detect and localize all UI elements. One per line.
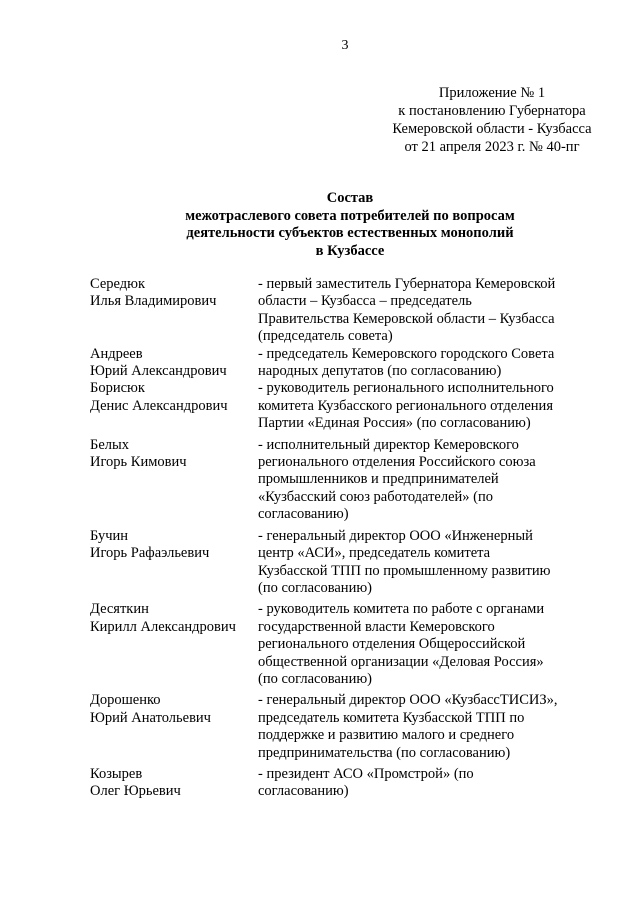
member-role-line: - генеральный директор ООО «КузбассТИСИЗ», (258, 692, 558, 709)
member-given-name: Денис Александрович (90, 397, 228, 414)
member-given-name: Кирилл Александрович (90, 618, 236, 635)
member-role (258, 692, 588, 762)
member-role (258, 528, 588, 598)
member-row (90, 276, 610, 346)
member-row (90, 346, 610, 381)
member-surname: Козырев (90, 765, 143, 782)
appendix-line: Приложение № 1 (438, 85, 546, 101)
member-role-line: согласованию) (258, 783, 349, 800)
member-role (258, 380, 588, 432)
member-role-line: согласованию) (258, 506, 349, 523)
member-role-line: общественной организации «Деловая Россия» (258, 653, 544, 670)
member-name (90, 528, 258, 598)
member-row (90, 692, 610, 762)
appendix-line: к постановлению Губернатора (398, 103, 586, 119)
member-given-name: Игорь Рафаэльевич (90, 545, 210, 562)
member-role-line: регионального отделения Общероссийской (258, 636, 526, 653)
member-role-line: - генеральный директор ООО «Инженерный (258, 527, 533, 544)
member-row (90, 380, 610, 432)
member-row (90, 601, 610, 688)
appendix-header (372, 84, 612, 156)
member-role-line: - президент АСО «Промстрой» (по (258, 765, 474, 782)
member-role-line: Партии «Единая Россия» (по согласованию) (258, 415, 531, 432)
member-role-line: - председатель Кемеровского городского Совета (258, 345, 555, 362)
member-surname: Дорошенко (90, 692, 161, 709)
document-title (150, 190, 550, 260)
member-surname: Белых (90, 436, 129, 453)
member-given-name: Игорь Кимович (90, 454, 187, 471)
member-role-line: - исполнительный директор Кемеровского (258, 436, 519, 453)
member-row (90, 437, 610, 524)
member-given-name: Юрий Анатольевич (90, 709, 211, 726)
member-name (90, 692, 258, 762)
member-surname: Середюк (90, 276, 146, 292)
member-surname: Десяткин (90, 601, 149, 618)
member-name (90, 276, 258, 346)
member-name (90, 601, 258, 688)
member-role-line: государственной власти Кемеровского (258, 618, 495, 635)
member-role-line: Правительства Кемеровской области – Кузбасса (258, 310, 555, 327)
member-given-name: Илья Владимирович (90, 293, 217, 310)
appendix-line: Кемеровской области - Кузбасса (392, 121, 592, 137)
member-role-line: центр «АСИ», председатель комитета (258, 545, 491, 562)
member-role-line: (по согласованию) (258, 579, 372, 596)
member-role-line: комитета Кузбасского регионального отделения (258, 397, 553, 414)
member-role (258, 276, 588, 346)
member-surname: Борисюк (90, 380, 145, 397)
member-row (90, 528, 610, 598)
member-role (258, 346, 588, 381)
member-role-line: регионального отделения Российского союза (258, 454, 536, 471)
member-name (90, 766, 258, 801)
member-role-line: промышленников и предпринимателей (258, 471, 499, 488)
appendix-line: от 21 апреля 2023 г. № 40-пг (404, 139, 580, 155)
member-surname: Бучин (90, 527, 129, 544)
member-given-name: Олег Юрьевич (90, 783, 181, 800)
member-role-line: - руководитель комитета по работе с органами (258, 601, 545, 618)
member-role-line: (по согласованию) (258, 670, 372, 687)
member-name (90, 380, 258, 432)
member-role-line: «Кузбасский союз работодателей» (по (258, 488, 494, 505)
page-number: 3 (341, 38, 349, 53)
title-line: деятельности субъектов естественных монополий (186, 225, 514, 241)
title-line: межотраслевого совета потребителей по вопросам (185, 207, 515, 224)
member-role-line: области – Кузбасса – председатель (258, 293, 472, 310)
member-surname: Андреев (90, 345, 143, 362)
title-line: в Кузбассе (315, 242, 385, 259)
member-given-name: Юрий Александрович (90, 363, 227, 380)
member-name (90, 346, 258, 381)
member-role-line: - руководитель регионального исполнительного (258, 380, 554, 397)
member-role-line: - первый заместитель Губернатора Кемеровской (258, 276, 556, 292)
members-list (90, 276, 610, 801)
member-role-line: (председатель совета) (258, 328, 393, 345)
member-role-line: поддержке и развитию малого и среднего (258, 727, 515, 744)
member-role-line: Кузбасской ТПП по промышленному развитию (258, 562, 551, 579)
member-role-line: народных депутатов (по согласованию) (258, 363, 502, 380)
member-role (258, 437, 588, 524)
member-role (258, 601, 588, 688)
member-role (258, 766, 588, 801)
title-line: Состав (326, 190, 374, 206)
member-role-line: предпринимательства (по согласованию) (258, 744, 511, 761)
member-row (90, 766, 610, 801)
member-role-line: председатель комитета Кузбасской ТПП по (258, 709, 525, 726)
member-name (90, 437, 258, 524)
